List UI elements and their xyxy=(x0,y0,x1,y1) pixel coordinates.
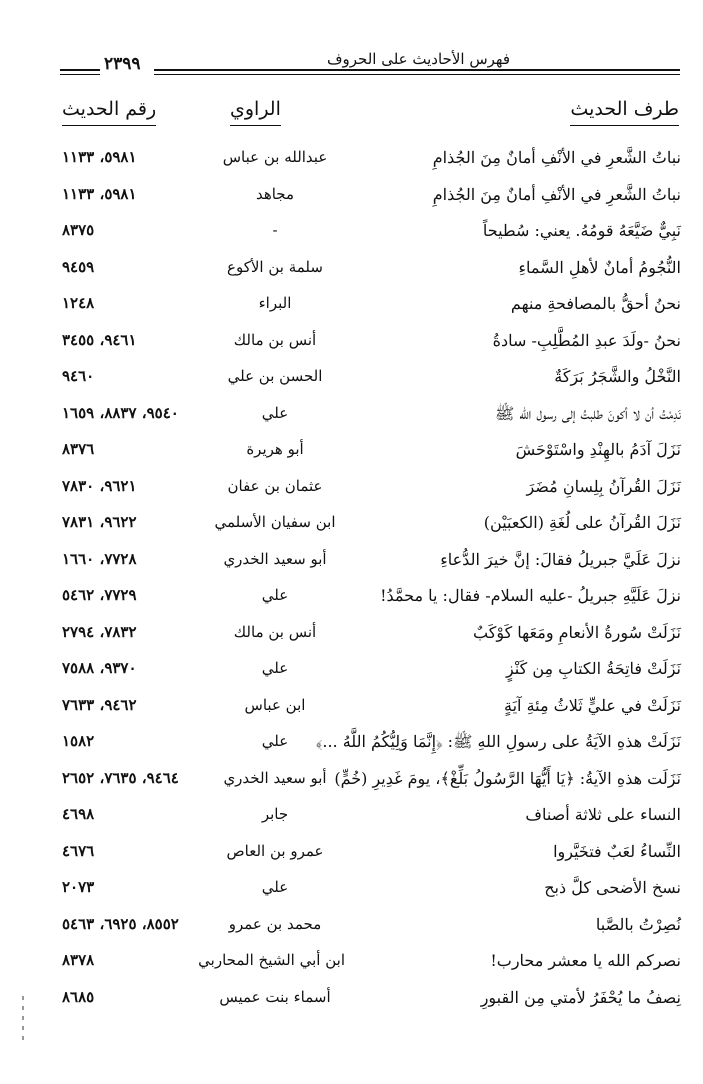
column-header-narrator xyxy=(230,98,281,126)
hadith-number: ٨٣٧٨ xyxy=(62,951,95,969)
margin-mark xyxy=(22,1036,24,1040)
table-row xyxy=(0,290,703,327)
hadith-text: نَبِيٌّ ضَيَّعَهُ قومُهُ. يعني: سُطيحاً xyxy=(482,221,681,240)
narrator-name: ابن سفيان الأسلمي xyxy=(214,513,336,531)
table-row xyxy=(0,181,703,218)
page-number: ٢٣٩٩ xyxy=(104,54,141,74)
hadith-text: نَزَلَ آدَمُ بالهِنْدِ واسْتَوْحَشَ xyxy=(515,440,681,459)
table-row xyxy=(0,801,703,838)
margin-mark xyxy=(22,1006,24,1010)
header-rule xyxy=(60,69,100,71)
hadith-number: ٧٧٢٨، ١٦٦٠ xyxy=(62,549,137,568)
hadith-text: نَدِمْتُ أن لا أكونَ طلبتُ إلى رسول الله ﷺ xyxy=(494,403,681,423)
hadith-index-table xyxy=(0,144,703,1020)
hadith-text: نزلَ عَلَيَّهِ جبريلُ -عليه السلام- فقال: يا محمَّدُ! xyxy=(380,586,681,605)
hadith-text: نباتُ الشَّعرِ في الأنْفِ أمانٌ مِنَ الجُذامِ xyxy=(432,148,681,167)
narrator-name: علي xyxy=(261,878,289,896)
hadith-text: نَزَلَتْ فاتِحَةُ الكتابِ مِن كَنْزٍ xyxy=(505,659,681,678)
hadith-number: ٩٥٤٠، ٨٨٣٧، ١٦٥٩ xyxy=(62,403,179,422)
hadith-number: ٩٤٦١، ٣٤٥٥ xyxy=(62,330,137,349)
hadith-text: نَزَلَ القُرآنُ على لُغَةِ (الكعبَيْن) xyxy=(483,513,681,532)
margin-marks xyxy=(20,990,26,1060)
table-row xyxy=(0,655,703,692)
hadith-number: ٥٩٨١، ١١٣٣ xyxy=(62,148,137,166)
table-row xyxy=(0,254,703,291)
hadith-number: ٨٣٧٦ xyxy=(62,440,95,458)
narrator-name: علي xyxy=(261,659,289,677)
narrator-name: علي xyxy=(261,586,289,604)
table-row xyxy=(0,473,703,510)
header-rule xyxy=(154,69,680,71)
margin-mark xyxy=(22,1016,24,1020)
hadith-text: نباتُ الشَّعرِ في الأنْفِ أمانٌ مِنَ الجُذامِ xyxy=(432,184,681,204)
hadith-number: ٩٤٦٢، ٧٦٣٣ xyxy=(62,695,137,714)
narrator-name: أبو هريرة xyxy=(246,440,304,458)
hadith-text: النَّخْلُ والشَّجَرُ بَرَكَةٌ xyxy=(554,367,681,386)
hadith-text: نحنُ -ولَدَ عبدِ المُطَّلِبِ- سادةُ xyxy=(492,330,681,350)
narrator-name: البراء xyxy=(258,294,292,312)
table-row xyxy=(0,582,703,619)
column-header-underline xyxy=(62,125,156,126)
hadith-text: نزلَ عَلَيَّ جبريلُ فقالَ: إنَّ خيرَ الدُّعاءِ xyxy=(440,549,681,569)
narrator-name: علي xyxy=(261,732,289,750)
hadith-number: ٩٤٥٩ xyxy=(62,257,95,276)
hadith-text: النِّساءُ لعَبٌ فتخَيَّروا xyxy=(553,841,681,861)
hadith-text: النساء على ثلاثة أصناف xyxy=(525,805,681,824)
table-row xyxy=(0,546,703,583)
hadith-number: ٨٥٥٢، ٦٩٢٥، ٥٤٦٣ xyxy=(62,914,179,933)
hadith-text: نصركم الله يا معشر محارب! xyxy=(490,951,681,970)
table-row xyxy=(0,947,703,984)
table-row xyxy=(0,363,703,400)
narrator-name: عمرو بن العاص xyxy=(226,841,324,860)
hadith-text: نِصفُ ما يُحْفَرُ لأمتي مِن القبورِ xyxy=(480,987,681,1007)
narrator-name: ابن عباس xyxy=(244,695,306,714)
narrator-name: مجاهد xyxy=(255,184,295,203)
header-rule xyxy=(154,74,680,75)
narrator-name: علي xyxy=(261,403,289,422)
narrator-name: الحسن بن علي xyxy=(227,367,323,385)
hadith-number: ٩٤٦٠ xyxy=(62,367,95,385)
hadith-text: نسخ الأضحى كلَّ ذبح xyxy=(544,878,681,897)
hadith-number: ٧٧٢٩، ٥٤٦٢ xyxy=(62,586,137,604)
table-row xyxy=(0,509,703,546)
narrator-name: أنس بن مالك xyxy=(233,622,317,641)
table-row xyxy=(0,692,703,729)
hadith-text: نَزَلَتْ في عليٍّ ثَلاثُ مِئةِ آيَةٍ xyxy=(504,695,681,715)
running-title: فهرس الأحاديث على الحروف xyxy=(326,50,510,68)
table-row xyxy=(0,984,703,1021)
running-header xyxy=(60,44,680,84)
table-row xyxy=(0,728,703,765)
narrator-name: عبدالله بن عباس xyxy=(222,148,328,166)
narrator-name: أبو سعيد الخدري xyxy=(223,768,327,787)
table-row xyxy=(0,874,703,911)
narrator-name: أبو سعيد الخدري xyxy=(223,549,327,568)
narrator-name: عثمان بن عفان xyxy=(227,476,323,495)
hadith-number: ٤٦٧٦ xyxy=(62,841,95,860)
header-rule xyxy=(60,74,100,75)
hadith-text: نَزَلَ القُرآنُ بِلِسانِ مُضَرَ xyxy=(526,476,681,496)
hadith-number: ٥٩٨١، ١١٣٣ xyxy=(62,184,137,203)
hadith-text: نَزَلَتْ سُورةُ الأنعامِ ومَعَها كَوْكَبٌ xyxy=(473,622,681,642)
column-header-narrator-label: الراوي xyxy=(230,98,281,120)
table-row xyxy=(0,436,703,473)
hadith-number: ١٥٨٢ xyxy=(62,732,95,750)
column-header-underline xyxy=(570,125,679,126)
table-row xyxy=(0,619,703,656)
hadith-text: نحنُ أحقُّ بالمصافحةِ منهم xyxy=(510,294,681,313)
column-header-hadith xyxy=(570,98,679,126)
table-row xyxy=(0,144,703,181)
margin-mark xyxy=(22,996,24,1000)
narrator-name: أسماء بنت عميس xyxy=(219,987,331,1006)
narrator-name: سلمة بن الأكوع xyxy=(227,257,323,276)
hadith-text: نُصِرْتُ بالصَّبا xyxy=(595,914,681,934)
hadith-number: ٤٦٩٨ xyxy=(62,805,95,823)
column-header-number xyxy=(62,98,156,126)
table-row xyxy=(0,327,703,364)
hadith-number: ٧٨٣٢، ٢٧٩٤ xyxy=(62,622,137,641)
table-row xyxy=(0,217,703,254)
hadith-number: ٨٣٧٥ xyxy=(62,221,95,239)
table-row xyxy=(0,400,703,437)
narrator-name: - xyxy=(272,221,278,239)
column-headers xyxy=(0,98,703,138)
narrator-name: أنس بن مالك xyxy=(233,330,317,349)
hadith-text: نَزَلَتْ هذهِ الآيَةُ على رسولِ اللهِ ﷺ: ﴿إِنَّمَا وَلِيُّكُمُ اللَّهُ ...﴾ xyxy=(315,732,681,751)
hadith-number: ٩٤٦٤، ٧٦٣٥، ٢٦٥٢ xyxy=(62,768,179,787)
hadith-number: ٨٦٨٥ xyxy=(62,987,95,1006)
column-header-underline xyxy=(230,125,281,126)
narrator-name: ابن أبي الشيخ المحاربي xyxy=(198,951,345,969)
table-row xyxy=(0,911,703,948)
table-row xyxy=(0,765,703,802)
hadith-number: ١٢٤٨ xyxy=(62,294,95,312)
column-header-number-label: رقم الحديث xyxy=(62,98,157,120)
hadith-number: ٩٣٧٠، ٧٥٨٨ xyxy=(62,659,137,677)
hadith-number: ٢٠٧٣ xyxy=(62,878,95,896)
table-row xyxy=(0,838,703,875)
hadith-number: ٩٦٢١، ٧٨٣٠ xyxy=(62,476,137,495)
narrator-name: محمد بن عمرو xyxy=(228,914,322,933)
narrator-name: جابر xyxy=(261,805,289,823)
hadith-number: ٩٦٢٢، ٧٨٣١ xyxy=(62,513,137,531)
column-header-hadith-label: طرف الحديث xyxy=(570,98,679,120)
hadith-text: النُّجُومُ أمانٌ لأهلِ السَّماءِ xyxy=(518,257,681,277)
hadith-text: نَزَلَت هذهِ الآيةُ: ﴿يَا أَيُّهَا الرَّسُولُ بَلِّغْ﴾، يومَ غَدِيرِ (خُمٍّ) xyxy=(334,768,681,788)
margin-mark xyxy=(22,1026,24,1030)
